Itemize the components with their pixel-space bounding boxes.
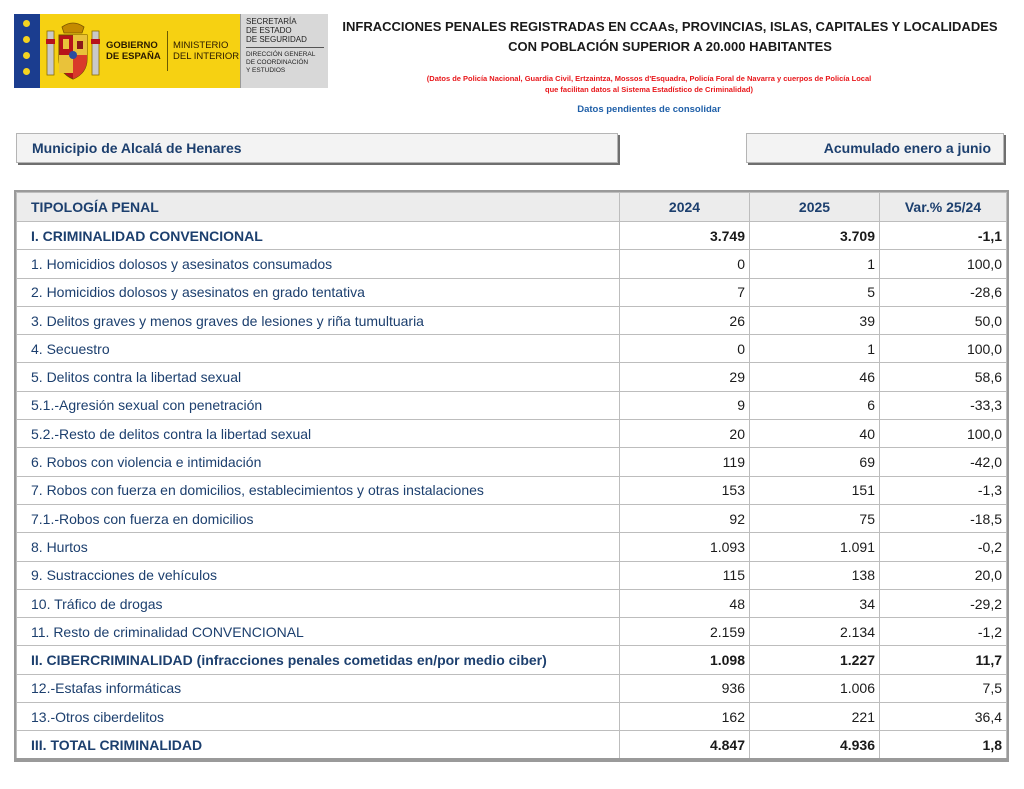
data-source-note: (Datos de Policía Nacional, Guardia Civil, Ertzaintza, Mossos d'Esquadra, Policía Foral de Navarra y cuerpos de Policía Local que facilitan datos al Sistema Estadístico de Criminalidad) <box>426 74 872 94</box>
row-label: 13.-Otros ciberdelitos <box>17 703 620 731</box>
value-2024: 2.159 <box>620 618 750 646</box>
row-label: 1. Homicidios dolosos y asesinatos consumados <box>17 250 620 278</box>
variation-value: 100,0 <box>880 420 1007 448</box>
row-label: 5. Delitos contra la libertad sexual <box>17 363 620 391</box>
variation-value: -33,3 <box>880 391 1007 419</box>
table-row <box>17 618 1007 646</box>
table-row <box>17 476 1007 504</box>
row-label: 10. Tráfico de drogas <box>17 589 620 617</box>
value-2024: 153 <box>620 476 750 504</box>
value-2025: 1.006 <box>750 674 880 702</box>
table-row <box>17 533 1007 561</box>
value-2025: 46 <box>750 363 880 391</box>
variation-value: -18,5 <box>880 504 1007 532</box>
secretariat-name: SECRETARÍA DE ESTADO DE SEGURIDAD <box>246 17 307 44</box>
row-label: III. TOTAL CRIMINALIDAD <box>17 731 620 759</box>
variation-value: -1,3 <box>880 476 1007 504</box>
value-2025: 221 <box>750 703 880 731</box>
row-label: 9. Sustracciones de vehículos <box>17 561 620 589</box>
government-name: GOBIERNO DE ESPAÑA <box>102 31 168 71</box>
row-label: 12.-Estafas informáticas <box>17 674 620 702</box>
row-label: I. CRIMINALIDAD CONVENCIONAL <box>17 222 620 250</box>
value-2024: 9 <box>620 391 750 419</box>
table-header-row <box>17 193 1007 222</box>
value-2025: 5 <box>750 278 880 306</box>
column-header-2025: 2025 <box>750 193 880 222</box>
variation-value: 100,0 <box>880 250 1007 278</box>
value-2025: 1 <box>750 335 880 363</box>
page-title: INFRACCIONES PENALES REGISTRADAS EN CCAAs, PROVINCIAS, ISLAS, CAPITALES Y LOCALIDADES CON POBLACIÓN SUPERIOR A 20.000 HABITANTES <box>342 19 998 54</box>
variation-value: 11,7 <box>880 646 1007 674</box>
variation-value: 7,5 <box>880 674 1007 702</box>
variation-value: -42,0 <box>880 448 1007 476</box>
value-2024: 92 <box>620 504 750 532</box>
pending-notice: Datos pendientes de consolidar <box>577 104 721 115</box>
table-row <box>17 731 1007 759</box>
value-2025: 138 <box>750 561 880 589</box>
government-logo <box>14 14 328 88</box>
secretariat-panel <box>240 14 328 88</box>
variation-value: 36,4 <box>880 703 1007 731</box>
row-label: 7. Robos con fuerza en domicilios, establecimientos y otras instalaciones <box>17 476 620 504</box>
column-header-variation: Var.% 25/24 <box>880 193 1007 222</box>
row-label: 4. Secuestro <box>17 335 620 363</box>
value-2024: 3.749 <box>620 222 750 250</box>
period-box: Acumulado enero a junio <box>746 133 1004 163</box>
value-2025: 40 <box>750 420 880 448</box>
value-2024: 48 <box>620 589 750 617</box>
variation-value: -29,2 <box>880 589 1007 617</box>
table-row <box>17 278 1007 306</box>
table-row <box>17 420 1007 448</box>
variation-value: -1,1 <box>880 222 1007 250</box>
value-2025: 69 <box>750 448 880 476</box>
row-label: 6. Robos con violencia e intimidación <box>17 448 620 476</box>
value-2025: 75 <box>750 504 880 532</box>
value-2024: 119 <box>620 448 750 476</box>
municipality-box: Municipio de Alcalá de Henares <box>16 133 618 163</box>
value-2024: 29 <box>620 363 750 391</box>
value-2024: 1.093 <box>620 533 750 561</box>
variation-value: 58,6 <box>880 363 1007 391</box>
variation-value: -28,6 <box>880 278 1007 306</box>
value-2024: 1.098 <box>620 646 750 674</box>
value-2025: 1.091 <box>750 533 880 561</box>
value-2025: 39 <box>750 306 880 334</box>
table-row <box>17 504 1007 532</box>
column-header-2024: 2024 <box>620 193 750 222</box>
variation-value: 20,0 <box>880 561 1007 589</box>
table-row <box>17 306 1007 334</box>
row-label: 5.1.-Agresión sexual con penetración <box>17 391 620 419</box>
table-row <box>17 703 1007 731</box>
value-2025: 34 <box>750 589 880 617</box>
table-row <box>17 391 1007 419</box>
variation-value: -1,2 <box>880 618 1007 646</box>
table-row <box>17 335 1007 363</box>
variation-value: -0,2 <box>880 533 1007 561</box>
value-2025: 6 <box>750 391 880 419</box>
value-2024: 7 <box>620 278 750 306</box>
row-label: 5.2.-Resto de delitos contra la libertad sexual <box>17 420 620 448</box>
table-row <box>17 561 1007 589</box>
logo-yellow-panel <box>40 14 240 88</box>
directorate-name: DIRECCIÓN GENERAL DE COORDINACIÓN Y ESTUDIOS <box>246 51 316 74</box>
value-2024: 162 <box>620 703 750 731</box>
value-2024: 26 <box>620 306 750 334</box>
column-header-type: TIPOLOGÍA PENAL <box>17 193 620 222</box>
value-2025: 4.936 <box>750 731 880 759</box>
table-row <box>17 448 1007 476</box>
table-row <box>17 363 1007 391</box>
value-2024: 0 <box>620 250 750 278</box>
value-2025: 1 <box>750 250 880 278</box>
value-2025: 3.709 <box>750 222 880 250</box>
variation-value: 50,0 <box>880 306 1007 334</box>
row-label: 3. Delitos graves y menos graves de lesiones y riña tumultuaria <box>17 306 620 334</box>
row-label: II. CIBERCRIMINALIDAD (infracciones penales cometidas en/por medio ciber) <box>17 646 620 674</box>
row-label: 2. Homicidios dolosos y asesinatos en grado tentativa <box>17 278 620 306</box>
value-2024: 20 <box>620 420 750 448</box>
value-2024: 0 <box>620 335 750 363</box>
value-2025: 1.227 <box>750 646 880 674</box>
row-label: 7.1.-Robos con fuerza en domicilios <box>17 504 620 532</box>
table-row <box>17 674 1007 702</box>
row-label: 11. Resto de criminalidad CONVENCIONAL <box>17 618 620 646</box>
coat-of-arms-icon <box>44 19 102 83</box>
table-row <box>17 589 1007 617</box>
value-2024: 4.847 <box>620 731 750 759</box>
ministry-name: MINISTERIO DEL INTERIOR <box>173 40 240 62</box>
crime-statistics-table <box>16 192 1007 760</box>
table-row <box>17 250 1007 278</box>
row-label: 8. Hurtos <box>17 533 620 561</box>
table-body <box>17 222 1007 760</box>
value-2024: 936 <box>620 674 750 702</box>
table-row <box>17 646 1007 674</box>
variation-value: 100,0 <box>880 335 1007 363</box>
table-row <box>17 222 1007 250</box>
variation-value: 1,8 <box>880 731 1007 759</box>
value-2025: 151 <box>750 476 880 504</box>
eu-flag-strip <box>14 14 40 88</box>
value-2024: 115 <box>620 561 750 589</box>
value-2025: 2.134 <box>750 618 880 646</box>
